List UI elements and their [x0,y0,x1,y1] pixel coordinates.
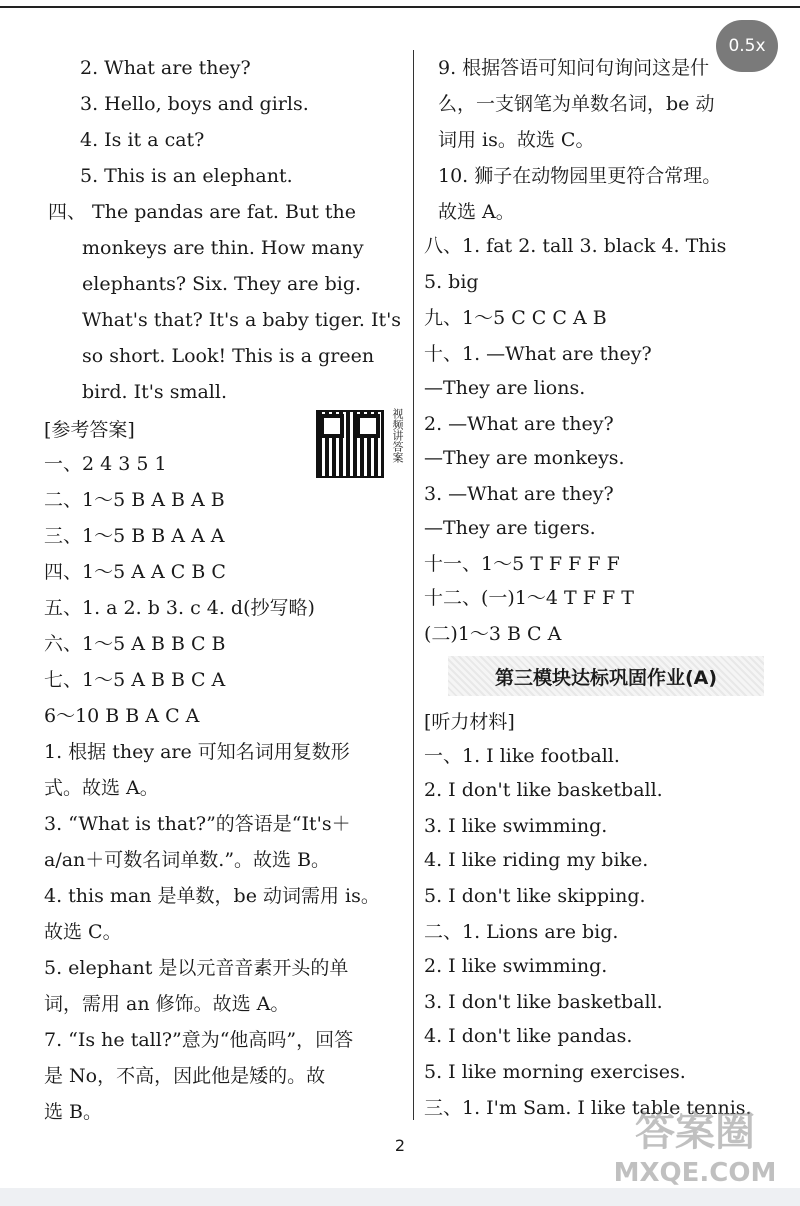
right-line: 3. I like swimming. [424,815,608,837]
column-divider [413,50,414,1120]
left-line: 选 B。 [44,1101,103,1123]
left-line: 一、2 4 3 5 1 [44,453,167,475]
right-line: 三、1. I'm Sam. I like table tennis. [424,1097,752,1119]
watermark-cn: 答案圈 [635,1109,755,1155]
right-line: 2. I don't like basketball. [424,779,663,801]
zoom-badge[interactable]: 0.5x [716,20,778,72]
watermark [600,1108,790,1198]
qr-code[interactable] [316,410,384,478]
left-line: 1. 根据 they are 可知名词用复数形 [44,741,350,763]
right-line: 故选 A。 [438,201,515,223]
right-line: 4. I like riding my bike. [424,849,649,871]
watermark-url: MXQE.COM [613,1158,777,1188]
left-line: 二、1～5 B A B A B [44,489,225,511]
section-title: 第三模块达标巩固作业(A) [448,656,764,696]
left-line: 5. elephant 是以元音音素开头的单 [44,957,349,979]
page-number: 2 [394,1136,406,1155]
left-line: so short. Look! This is a green [82,345,375,367]
left-line: 4. Is it a cat? [80,129,205,151]
left-line: 四、 The pandas are fat. But the [48,201,356,223]
right-line: 5. I don't like skipping. [424,885,646,907]
left-line: What's that? It's a baby tiger. It's [82,309,402,331]
left-line: 2. What are they? [80,57,251,79]
right-line: 3. —What are they? [424,483,614,505]
left-line: 五、1. a 2. b 3. c 4. d(抄写略) [44,597,315,619]
right-line: —They are lions. [424,377,586,399]
left-line: 故选 C。 [44,921,122,943]
left-line: bird. It's small. [82,381,228,403]
right-line: 十二、(一)1～4 T F F T [424,587,634,609]
left-line: 是 No，不高，因此他是矮的。故 [44,1065,326,1087]
right-line: [听力材料] [424,711,515,733]
right-line: 二、1. Lions are big. [424,921,619,943]
top-rule [0,6,800,8]
right-line: 4. I don't like pandas. [424,1025,633,1047]
right-line: —They are monkeys. [424,447,625,469]
left-line: 3. “What is that?”的答语是“It's＋ [44,813,351,835]
right-line: 八、1. fat 2. tall 3. black 4. This [424,235,727,257]
right-line: 9. 根据答语可知问句询问这是什 [438,57,710,79]
right-line: 2. I like swimming. [424,955,608,977]
left-line: elephants? Six. They are big. [82,273,362,295]
right-line: 3. I don't like basketball. [424,991,663,1013]
left-line: 六、1～5 A B B C B [44,633,226,655]
right-line: —They are tigers. [424,517,596,539]
left-line: 7. “Is he tall?”意为“他高吗”，回答 [44,1029,354,1051]
right-line: 么，一支钢笔为单数名词，be 动 [438,93,715,115]
bottom-bar [0,1188,800,1206]
right-line: 十一、1～5 T F F F F [424,553,620,575]
right-line: (二)1～3 B C A [424,623,562,645]
left-line: 3. Hello, boys and girls. [80,93,309,115]
left-line: 四、1～5 A A C B C [44,561,226,583]
left-line: monkeys are thin. How many [82,237,364,259]
right-line: 10. 狮子在动物园里更符合常理。 [438,165,722,187]
left-line: a/an＋可数名词单数.”。故选 B。 [44,849,331,871]
right-line: 2. —What are they? [424,413,614,435]
left-line: [参考答案] [44,419,135,441]
right-line: 十、1. —What are they? [424,343,652,365]
right-line: 九、1～5 C C C A B [424,307,607,329]
left-line: 5. This is an elephant. [80,165,293,187]
left-line: 式。故选 A。 [44,777,159,799]
right-line: 词用 is。故选 C。 [438,129,595,151]
left-line: 词，需用 an 修饰。故选 A。 [44,993,290,1015]
left-line: 三、1～5 B B A A A [44,525,225,547]
right-line: 5. big [424,271,479,293]
right-line: 一、1. I like football. [424,745,620,767]
left-line: 七、1～5 A B B C A [44,669,226,691]
left-line: 4. this man 是单数，be 动词需用 is。 [44,885,380,907]
qr-label: 视频讲答案 [391,408,404,463]
left-line: 6～10 B B A C A [44,705,200,727]
right-line: 5. I like morning exercises. [424,1061,686,1083]
